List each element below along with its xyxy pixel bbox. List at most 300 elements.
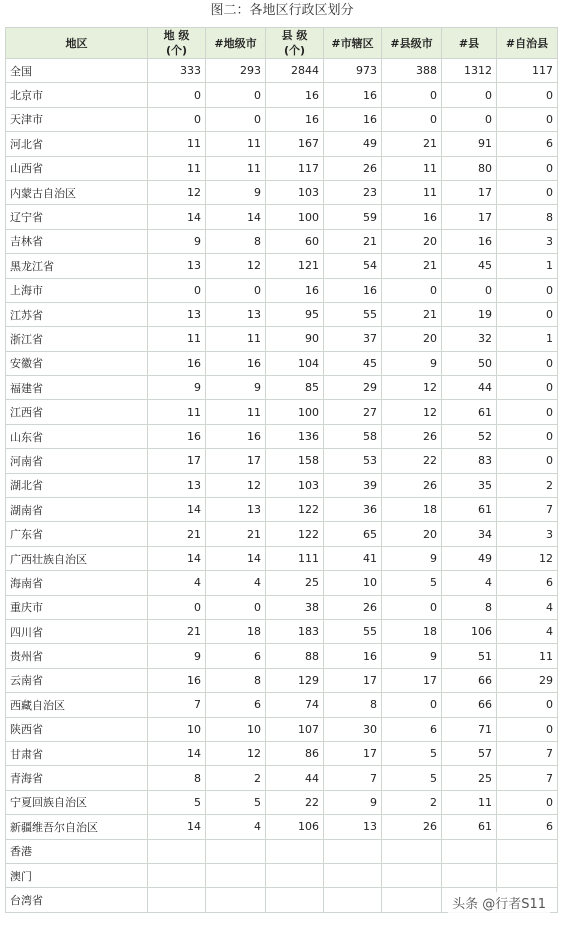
value-cell: 9	[148, 229, 206, 253]
value-cell: 0	[382, 107, 442, 131]
value-cell: 7	[148, 693, 206, 717]
value-cell: 9	[148, 376, 206, 400]
value-cell: 11	[382, 156, 442, 180]
value-cell: 29	[324, 376, 382, 400]
value-cell: 4	[442, 571, 497, 595]
value-cell: 14	[206, 546, 266, 570]
value-cell: 71	[442, 717, 497, 741]
value-cell: 0	[497, 302, 558, 326]
value-cell: 26	[382, 473, 442, 497]
value-cell: 14	[148, 741, 206, 765]
value-cell: 26	[382, 424, 442, 448]
value-cell: 136	[266, 424, 324, 448]
value-cell	[324, 888, 382, 912]
value-cell: 0	[497, 449, 558, 473]
header-prefecture	[148, 28, 206, 59]
value-cell: 25	[442, 766, 497, 790]
value-cell: 0	[497, 156, 558, 180]
value-cell: 16	[148, 424, 206, 448]
table-row	[6, 449, 558, 473]
value-cell	[206, 839, 266, 863]
value-cell: 20	[382, 522, 442, 546]
value-cell	[148, 839, 206, 863]
value-cell	[442, 839, 497, 863]
value-cell: 16	[148, 668, 206, 692]
value-cell: 388	[382, 59, 442, 83]
region-name-cell: 宁夏回族自治区	[6, 790, 148, 814]
table-row	[6, 571, 558, 595]
value-cell: 11	[148, 132, 206, 156]
value-cell	[206, 888, 266, 912]
value-cell: 29	[497, 668, 558, 692]
value-cell: 11	[497, 644, 558, 668]
value-cell: 11	[148, 156, 206, 180]
value-cell: 2	[206, 766, 266, 790]
table-row	[6, 595, 558, 619]
value-cell: 13	[206, 498, 266, 522]
value-cell: 16	[266, 278, 324, 302]
value-cell: 16	[206, 351, 266, 375]
value-cell: 23	[324, 180, 382, 204]
region-name-cell: 江苏省	[6, 302, 148, 326]
value-cell: 8	[497, 205, 558, 229]
value-cell: 61	[442, 498, 497, 522]
value-cell: 61	[442, 815, 497, 839]
value-cell: 10	[206, 717, 266, 741]
value-cell	[324, 839, 382, 863]
value-cell: 0	[497, 376, 558, 400]
value-cell: 7	[497, 498, 558, 522]
region-name-cell: 湖南省	[6, 498, 148, 522]
value-cell: 5	[382, 571, 442, 595]
region-name-cell: 台湾省	[6, 888, 148, 912]
value-cell: 39	[324, 473, 382, 497]
value-cell: 16	[324, 83, 382, 107]
value-cell: 21	[206, 522, 266, 546]
region-name-cell: 河南省	[6, 449, 148, 473]
value-cell: 26	[324, 156, 382, 180]
value-cell: 50	[442, 351, 497, 375]
value-cell: 5	[382, 766, 442, 790]
value-cell: 20	[382, 229, 442, 253]
value-cell: 66	[442, 668, 497, 692]
value-cell: 0	[442, 278, 497, 302]
value-cell: 22	[266, 790, 324, 814]
header-county-city: #县级市	[382, 28, 442, 59]
value-cell	[382, 839, 442, 863]
value-cell: 16	[148, 351, 206, 375]
value-cell: 0	[206, 83, 266, 107]
value-cell	[266, 888, 324, 912]
value-cell: 49	[324, 132, 382, 156]
value-cell: 129	[266, 668, 324, 692]
table-row	[6, 766, 558, 790]
region-name-cell: 澳门	[6, 863, 148, 887]
table-row	[6, 717, 558, 741]
value-cell: 16	[324, 107, 382, 131]
value-cell	[442, 863, 497, 887]
table-row	[6, 815, 558, 839]
value-cell: 2	[497, 473, 558, 497]
value-cell	[382, 863, 442, 887]
table-row	[6, 229, 558, 253]
table-row	[6, 107, 558, 131]
value-cell: 5	[148, 790, 206, 814]
value-cell: 117	[266, 156, 324, 180]
region-name-cell: 重庆市	[6, 595, 148, 619]
value-cell: 12	[382, 376, 442, 400]
table-row	[6, 376, 558, 400]
value-cell: 100	[266, 205, 324, 229]
table-row	[6, 351, 558, 375]
value-cell: 45	[324, 351, 382, 375]
value-cell: 8	[442, 595, 497, 619]
value-cell: 21	[382, 254, 442, 278]
region-name-cell: 安徽省	[6, 351, 148, 375]
region-name-cell: 内蒙古自治区	[6, 180, 148, 204]
value-cell: 6	[382, 717, 442, 741]
value-cell: 0	[442, 83, 497, 107]
value-cell: 17	[442, 205, 497, 229]
value-cell: 12	[382, 400, 442, 424]
value-cell	[324, 863, 382, 887]
value-cell: 18	[382, 498, 442, 522]
value-cell: 293	[206, 59, 266, 83]
value-cell: 0	[206, 595, 266, 619]
value-cell: 0	[148, 278, 206, 302]
value-cell: 8	[206, 229, 266, 253]
region-name-cell: 四川省	[6, 619, 148, 643]
value-cell: 17	[148, 449, 206, 473]
value-cell: 21	[148, 619, 206, 643]
value-cell: 58	[324, 424, 382, 448]
table-row	[6, 473, 558, 497]
value-cell: 167	[266, 132, 324, 156]
value-cell	[497, 863, 558, 887]
value-cell: 100	[266, 400, 324, 424]
value-cell: 74	[266, 693, 324, 717]
region-name-cell: 天津市	[6, 107, 148, 131]
value-cell: 973	[324, 59, 382, 83]
value-cell: 18	[206, 619, 266, 643]
value-cell: 80	[442, 156, 497, 180]
region-name-cell: 全国	[6, 59, 148, 83]
value-cell: 4	[148, 571, 206, 595]
value-cell: 11	[442, 790, 497, 814]
value-cell: 0	[497, 107, 558, 131]
region-name-cell: 云南省	[6, 668, 148, 692]
value-cell: 16	[442, 229, 497, 253]
value-cell: 11	[382, 180, 442, 204]
value-cell: 6	[206, 693, 266, 717]
value-cell: 16	[324, 644, 382, 668]
region-name-cell: 山西省	[6, 156, 148, 180]
region-name-cell: 江西省	[6, 400, 148, 424]
value-cell: 0	[442, 107, 497, 131]
value-cell: 16	[206, 424, 266, 448]
table-row	[6, 302, 558, 326]
value-cell: 0	[497, 424, 558, 448]
region-name-cell: 新疆维吾尔自治区	[6, 815, 148, 839]
value-cell: 61	[442, 400, 497, 424]
value-cell: 20	[382, 327, 442, 351]
value-cell	[382, 888, 442, 912]
value-cell: 90	[266, 327, 324, 351]
value-cell: 14	[206, 205, 266, 229]
value-cell: 11	[148, 400, 206, 424]
table-row	[6, 278, 558, 302]
value-cell: 21	[382, 132, 442, 156]
value-cell: 4	[206, 571, 266, 595]
value-cell: 37	[324, 327, 382, 351]
table-row	[6, 205, 558, 229]
value-cell: 121	[266, 254, 324, 278]
value-cell: 35	[442, 473, 497, 497]
value-cell: 2	[382, 790, 442, 814]
table-row	[6, 839, 558, 863]
value-cell: 9	[206, 376, 266, 400]
header-prefecture-city: #地级市	[206, 28, 266, 59]
value-cell: 55	[324, 619, 382, 643]
value-cell: 21	[324, 229, 382, 253]
value-cell: 60	[266, 229, 324, 253]
value-cell: 66	[442, 693, 497, 717]
region-name-cell: 黑龙江省	[6, 254, 148, 278]
value-cell: 88	[266, 644, 324, 668]
value-cell: 95	[266, 302, 324, 326]
table-row	[6, 522, 558, 546]
value-cell: 13	[148, 473, 206, 497]
value-cell	[148, 863, 206, 887]
region-name-cell: 福建省	[6, 376, 148, 400]
value-cell: 0	[206, 278, 266, 302]
table-row	[6, 327, 558, 351]
value-cell: 0	[497, 400, 558, 424]
value-cell: 106	[266, 815, 324, 839]
value-cell: 0	[497, 278, 558, 302]
watermark: 头条 @行者S11	[448, 892, 550, 913]
region-name-cell: 海南省	[6, 571, 148, 595]
value-cell: 16	[382, 205, 442, 229]
value-cell: 49	[442, 546, 497, 570]
value-cell: 183	[266, 619, 324, 643]
value-cell	[266, 863, 324, 887]
value-cell: 11	[206, 327, 266, 351]
table-row	[6, 424, 558, 448]
value-cell: 9	[382, 644, 442, 668]
value-cell: 8	[324, 693, 382, 717]
value-cell	[497, 839, 558, 863]
value-cell	[206, 863, 266, 887]
region-name-cell: 贵州省	[6, 644, 148, 668]
value-cell: 17	[442, 180, 497, 204]
value-cell: 17	[324, 741, 382, 765]
value-cell: 30	[324, 717, 382, 741]
value-cell: 21	[382, 302, 442, 326]
region-name-cell: 湖北省	[6, 473, 148, 497]
table-row	[6, 644, 558, 668]
value-cell: 17	[324, 668, 382, 692]
value-cell: 0	[497, 790, 558, 814]
value-cell: 0	[497, 83, 558, 107]
value-cell: 12	[206, 473, 266, 497]
value-cell: 9	[206, 180, 266, 204]
value-cell: 14	[148, 498, 206, 522]
value-cell: 6	[497, 815, 558, 839]
value-cell: 17	[382, 668, 442, 692]
header-county-level	[266, 28, 324, 59]
value-cell: 34	[442, 522, 497, 546]
header-county: #县	[442, 28, 497, 59]
value-cell: 107	[266, 717, 324, 741]
value-cell: 25	[266, 571, 324, 595]
value-cell: 12	[497, 546, 558, 570]
table-row	[6, 741, 558, 765]
value-cell: 0	[497, 351, 558, 375]
value-cell: 91	[442, 132, 497, 156]
value-cell: 14	[148, 546, 206, 570]
value-cell: 10	[148, 717, 206, 741]
value-cell: 36	[324, 498, 382, 522]
region-name-cell: 陕西省	[6, 717, 148, 741]
header-region: 地区	[6, 28, 148, 59]
header-county-unit: (个)	[283, 44, 306, 57]
table-caption: 图二：各地区行政区划分	[210, 3, 354, 18]
header-county-label: 县 级	[281, 29, 308, 42]
value-cell: 0	[382, 278, 442, 302]
value-cell	[148, 888, 206, 912]
value-cell: 41	[324, 546, 382, 570]
value-cell: 26	[382, 815, 442, 839]
value-cell: 9	[382, 351, 442, 375]
value-cell: 32	[442, 327, 497, 351]
admin-division-table	[5, 27, 558, 913]
region-name-cell: 上海市	[6, 278, 148, 302]
table-row	[6, 254, 558, 278]
value-cell: 11	[206, 400, 266, 424]
table-row	[6, 863, 558, 887]
region-name-cell: 广东省	[6, 522, 148, 546]
value-cell: 13	[324, 815, 382, 839]
value-cell: 0	[497, 693, 558, 717]
value-cell: 14	[148, 205, 206, 229]
value-cell: 85	[266, 376, 324, 400]
value-cell: 86	[266, 741, 324, 765]
value-cell: 13	[148, 254, 206, 278]
value-cell: 103	[266, 180, 324, 204]
value-cell: 0	[382, 693, 442, 717]
value-cell: 22	[382, 449, 442, 473]
value-cell: 12	[148, 180, 206, 204]
value-cell: 117	[497, 59, 558, 83]
region-name-cell: 广西壮族自治区	[6, 546, 148, 570]
region-name-cell: 北京市	[6, 83, 148, 107]
table-row	[6, 546, 558, 570]
value-cell: 44	[266, 766, 324, 790]
value-cell: 52	[442, 424, 497, 448]
value-cell: 45	[442, 254, 497, 278]
value-cell: 3	[497, 229, 558, 253]
value-cell: 16	[266, 107, 324, 131]
table-row	[6, 180, 558, 204]
value-cell: 333	[148, 59, 206, 83]
header-autonomous-county: #自治县	[497, 28, 558, 59]
value-cell: 17	[206, 449, 266, 473]
region-name-cell: 青海省	[6, 766, 148, 790]
value-cell: 21	[148, 522, 206, 546]
value-cell: 12	[206, 254, 266, 278]
value-cell: 0	[382, 595, 442, 619]
value-cell: 6	[497, 132, 558, 156]
value-cell: 53	[324, 449, 382, 473]
region-name-cell: 浙江省	[6, 327, 148, 351]
value-cell: 13	[206, 302, 266, 326]
value-cell: 0	[148, 107, 206, 131]
value-cell: 1	[497, 327, 558, 351]
value-cell: 9	[148, 644, 206, 668]
value-cell: 1	[497, 254, 558, 278]
table-row	[6, 400, 558, 424]
value-cell: 9	[382, 546, 442, 570]
value-cell: 7	[324, 766, 382, 790]
header-prefecture-unit: (个)	[165, 44, 188, 57]
value-cell: 57	[442, 741, 497, 765]
value-cell: 5	[382, 741, 442, 765]
value-cell: 11	[206, 132, 266, 156]
value-cell: 6	[206, 644, 266, 668]
value-cell: 54	[324, 254, 382, 278]
region-name-cell: 西藏自治区	[6, 693, 148, 717]
header-prefecture-label: 地 级	[163, 29, 190, 42]
value-cell: 9	[324, 790, 382, 814]
value-cell: 11	[206, 156, 266, 180]
value-cell: 7	[497, 741, 558, 765]
value-cell: 16	[266, 83, 324, 107]
value-cell: 103	[266, 473, 324, 497]
value-cell: 83	[442, 449, 497, 473]
table-row	[6, 83, 558, 107]
value-cell: 38	[266, 595, 324, 619]
value-cell: 65	[324, 522, 382, 546]
value-cell: 16	[324, 278, 382, 302]
value-cell: 4	[497, 595, 558, 619]
value-cell: 8	[206, 668, 266, 692]
value-cell: 51	[442, 644, 497, 668]
value-cell: 3	[497, 522, 558, 546]
region-name-cell: 甘肃省	[6, 741, 148, 765]
value-cell: 104	[266, 351, 324, 375]
value-cell: 6	[497, 571, 558, 595]
value-cell: 55	[324, 302, 382, 326]
value-cell: 122	[266, 522, 324, 546]
value-cell: 0	[148, 83, 206, 107]
value-cell: 2844	[266, 59, 324, 83]
table-row	[6, 59, 558, 83]
value-cell: 13	[148, 302, 206, 326]
table-row	[6, 132, 558, 156]
value-cell: 1312	[442, 59, 497, 83]
value-cell: 111	[266, 546, 324, 570]
header-district: #市辖区	[324, 28, 382, 59]
table-row	[6, 156, 558, 180]
value-cell: 122	[266, 498, 324, 522]
value-cell: 59	[324, 205, 382, 229]
value-cell: 10	[324, 571, 382, 595]
table-row	[6, 668, 558, 692]
table-row	[6, 790, 558, 814]
region-name-cell: 河北省	[6, 132, 148, 156]
value-cell: 12	[206, 741, 266, 765]
